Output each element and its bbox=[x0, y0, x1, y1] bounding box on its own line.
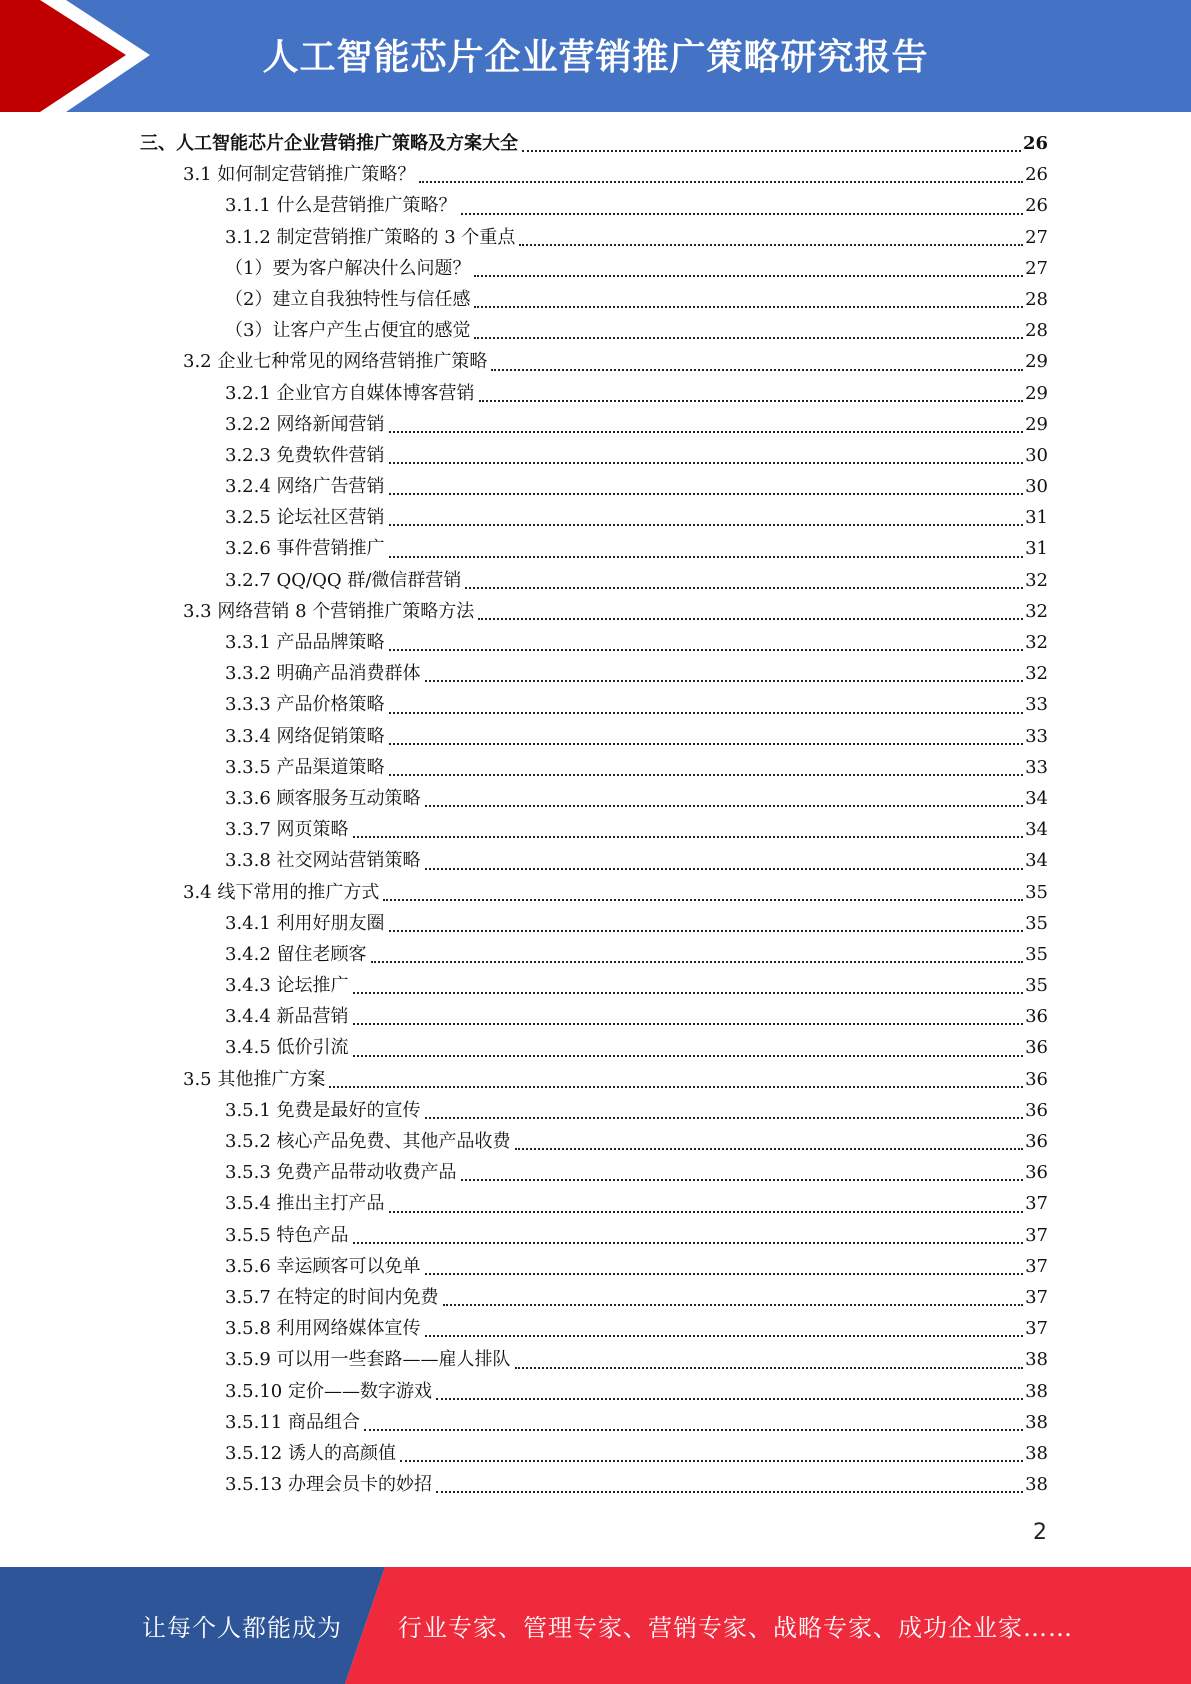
toc-entry[interactable] bbox=[140, 346, 1048, 377]
toc-entry-page: 37 bbox=[1025, 1286, 1048, 1308]
toc-entry-page: 36 bbox=[1025, 1006, 1048, 1028]
toc-entry[interactable] bbox=[140, 1344, 1048, 1375]
toc-entry-page: 37 bbox=[1025, 1318, 1048, 1340]
toc-dot-leader bbox=[353, 836, 1024, 838]
toc-entry[interactable] bbox=[140, 1438, 1048, 1469]
toc-entry-page: 28 bbox=[1025, 320, 1048, 342]
toc-dot-leader bbox=[353, 1242, 1024, 1244]
page-number: 2 bbox=[1033, 1520, 1047, 1545]
toc-entry[interactable] bbox=[140, 877, 1048, 908]
toc-entry-label: 3.4 线下常用的推广方式 bbox=[183, 881, 380, 903]
toc-entry[interactable] bbox=[140, 1095, 1048, 1126]
toc-dot-leader bbox=[436, 1491, 1023, 1493]
toc-dot-leader bbox=[474, 337, 1023, 339]
toc-dot-leader bbox=[461, 213, 1024, 215]
toc-dot-leader bbox=[491, 369, 1023, 371]
toc-entry-page: 27 bbox=[1025, 226, 1048, 248]
toc-entry-page: 33 bbox=[1025, 756, 1048, 778]
toc-entry-page: 29 bbox=[1025, 413, 1048, 435]
toc-entry[interactable] bbox=[140, 1157, 1048, 1188]
toc-entry-page: 34 bbox=[1025, 850, 1048, 872]
toc-dot-leader bbox=[389, 774, 1024, 776]
toc-entry-page: 33 bbox=[1025, 725, 1048, 747]
toc-entry[interactable] bbox=[140, 721, 1048, 752]
toc-entry-label: （3）让客户产生占便宜的感觉 bbox=[225, 320, 471, 342]
toc-entry-page: 35 bbox=[1025, 912, 1048, 934]
toc-entry-label: 3.2.4 网络广告营销 bbox=[225, 476, 385, 498]
toc-entry-page: 36 bbox=[1025, 1037, 1048, 1059]
toc-dot-leader bbox=[353, 1055, 1024, 1057]
toc-entry-label: 3.4.1 利用好朋友圈 bbox=[225, 912, 385, 934]
toc-dot-leader bbox=[353, 992, 1024, 994]
toc-entry-page: 34 bbox=[1025, 819, 1048, 841]
toc-dot-leader bbox=[425, 1273, 1024, 1275]
toc-entry-page: 38 bbox=[1025, 1474, 1048, 1496]
toc-entry-page: 34 bbox=[1025, 787, 1048, 809]
toc-entry-page: 30 bbox=[1025, 476, 1048, 498]
toc-dot-leader bbox=[443, 1304, 1024, 1306]
toc-entry[interactable] bbox=[140, 378, 1048, 409]
toc-dot-leader bbox=[389, 524, 1024, 526]
toc-entry-label: 3.2.3 免费软件营销 bbox=[225, 444, 385, 466]
table-of-contents bbox=[140, 128, 1048, 1500]
toc-dot-leader bbox=[389, 712, 1024, 714]
toc-entry[interactable] bbox=[140, 689, 1048, 720]
toc-entry-page: 32 bbox=[1025, 632, 1048, 653]
toc-entry[interactable] bbox=[140, 1407, 1048, 1438]
toc-entry[interactable] bbox=[140, 315, 1048, 346]
toc-entry[interactable] bbox=[140, 533, 1048, 564]
toc-entry-page: 32 bbox=[1025, 569, 1048, 591]
toc-entry-label: 3.5.11 商品组合 bbox=[225, 1411, 360, 1433]
toc-entry-page: 26 bbox=[1022, 133, 1048, 154]
toc-dot-leader bbox=[425, 1117, 1024, 1119]
toc-entry-label: 3.5.10 定价——数字游戏 bbox=[225, 1380, 432, 1402]
toc-entry-page: 36 bbox=[1025, 1068, 1048, 1090]
toc-dot-leader bbox=[425, 868, 1024, 870]
toc-dot-leader bbox=[478, 618, 1023, 620]
toc-entry-label: 3.1.1 什么是营销推广策略？ bbox=[225, 195, 457, 217]
toc-entry-label: 3.3.8 社交网站营销策略 bbox=[225, 850, 421, 872]
toc-dot-leader bbox=[474, 306, 1023, 308]
toc-entry[interactable] bbox=[140, 1001, 1048, 1032]
toc-dot-leader bbox=[522, 150, 1021, 152]
toc-entry[interactable] bbox=[140, 222, 1048, 253]
toc-entry-label: 3.2 企业七种常见的网络营销推广策略 bbox=[183, 351, 488, 373]
toc-entry-page: 36 bbox=[1025, 1131, 1048, 1152]
toc-entry[interactable] bbox=[140, 658, 1048, 689]
toc-dot-leader bbox=[519, 244, 1023, 246]
toc-entry-label: 3.5 其他推广方案 bbox=[183, 1068, 326, 1090]
toc-dot-leader bbox=[383, 899, 1023, 901]
toc-dot-leader bbox=[364, 1429, 1023, 1431]
toc-entry-page: 27 bbox=[1025, 257, 1048, 279]
toc-entry-page: 37 bbox=[1025, 1193, 1048, 1215]
toc-entry-page: 36 bbox=[1025, 1099, 1048, 1121]
toc-entry-page: 35 bbox=[1025, 943, 1048, 965]
toc-entry-page: 31 bbox=[1025, 507, 1048, 529]
toc-entry[interactable] bbox=[140, 1251, 1048, 1282]
toc-entry-page: 35 bbox=[1025, 881, 1048, 903]
toc-entry-page: 26 bbox=[1025, 164, 1048, 186]
toc-dot-leader bbox=[389, 1211, 1024, 1213]
page-header bbox=[0, 0, 1191, 112]
toc-entry-page: 38 bbox=[1025, 1442, 1048, 1464]
toc-entry[interactable] bbox=[140, 190, 1048, 221]
toc-entry-label: 3.3.4 网络促销策略 bbox=[225, 725, 385, 747]
toc-entry[interactable] bbox=[140, 783, 1048, 814]
toc-entry-page: 33 bbox=[1025, 694, 1048, 716]
toc-entry[interactable] bbox=[140, 1126, 1048, 1157]
toc-entry-label: 3.5.1 免费是最好的宣传 bbox=[225, 1099, 421, 1121]
toc-entry-label: 三、人工智能芯片企业营销推广策略及方案大全 bbox=[140, 133, 518, 154]
toc-entry-label: 3.2.2 网络新闻营销 bbox=[225, 413, 385, 435]
toc-entry[interactable] bbox=[140, 440, 1048, 471]
toc-entry[interactable] bbox=[140, 627, 1048, 658]
footer-slogan-right: 行业专家、管理专家、营销专家、战略专家、成功企业家…… bbox=[398, 1614, 1073, 1642]
toc-dot-leader bbox=[515, 1148, 1024, 1150]
toc-entry[interactable] bbox=[140, 1064, 1048, 1095]
toc-entry-label: （1）要为客户解决什么问题？ bbox=[225, 257, 471, 279]
toc-entry-label: 3.4.3 论坛推广 bbox=[225, 975, 349, 997]
toc-dot-leader bbox=[425, 805, 1024, 807]
toc-entry[interactable] bbox=[140, 284, 1048, 315]
toc-entry[interactable] bbox=[140, 814, 1048, 845]
toc-entry-label: 3.3.1 产品品牌策略 bbox=[225, 632, 385, 653]
toc-entry-label: （2）建立自我独特性与信任感 bbox=[225, 288, 471, 310]
toc-entry-page: 32 bbox=[1025, 600, 1048, 622]
toc-entry[interactable] bbox=[140, 970, 1048, 1001]
toc-entry[interactable] bbox=[140, 1469, 1048, 1500]
toc-entry-label: 3.3.5 产品渠道策略 bbox=[225, 756, 385, 778]
toc-entry-label: 3.5.5 特色产品 bbox=[225, 1224, 349, 1246]
toc-entry[interactable] bbox=[140, 565, 1048, 596]
toc-entry-label: 3.5.8 利用网络媒体宣传 bbox=[225, 1318, 421, 1340]
toc-dot-leader bbox=[419, 181, 1023, 183]
toc-entry-page: 32 bbox=[1025, 663, 1048, 685]
toc-dot-leader bbox=[515, 1367, 1024, 1369]
toc-entry-label: 3.5.12 诱人的高颜值 bbox=[225, 1442, 396, 1464]
toc-entry-label: 3.2.6 事件营销推广 bbox=[225, 538, 385, 560]
toc-entry[interactable] bbox=[140, 1376, 1048, 1407]
toc-entry-page: 30 bbox=[1025, 444, 1048, 466]
toc-entry-label: 3.5.3 免费产品带动收费产品 bbox=[225, 1162, 457, 1184]
toc-entry-label: 3.5.6 幸运顾客可以免单 bbox=[225, 1255, 421, 1277]
toc-entry[interactable] bbox=[140, 908, 1048, 939]
toc-dot-leader bbox=[353, 1023, 1024, 1025]
toc-entry-page: 31 bbox=[1025, 538, 1048, 560]
toc-dot-leader bbox=[371, 961, 1024, 963]
toc-entry[interactable] bbox=[140, 939, 1048, 970]
toc-entry-label: 3.5.2 核心产品免费、其他产品收费 bbox=[225, 1131, 511, 1152]
toc-entry[interactable] bbox=[140, 1032, 1048, 1063]
toc-entry-page: 38 bbox=[1025, 1349, 1048, 1371]
toc-entry[interactable] bbox=[140, 1282, 1048, 1313]
toc-entry-label: 3.4.2 留住老顾客 bbox=[225, 943, 367, 965]
toc-dot-leader bbox=[425, 1335, 1024, 1337]
toc-entry-label: 3.3.7 网页策略 bbox=[225, 819, 349, 841]
toc-entry[interactable] bbox=[140, 1188, 1048, 1219]
toc-dot-leader bbox=[389, 930, 1024, 932]
toc-entry[interactable] bbox=[140, 1220, 1048, 1251]
toc-entry-label: 3.3 网络营销 8 个营销推广策略方法 bbox=[183, 600, 475, 622]
toc-entry-label: 3.5.7 在特定的时间内免费 bbox=[225, 1286, 439, 1308]
toc-dot-leader bbox=[389, 493, 1024, 495]
toc-entry[interactable] bbox=[140, 752, 1048, 783]
toc-entry-page: 35 bbox=[1025, 975, 1048, 997]
toc-dot-leader bbox=[436, 1398, 1023, 1400]
toc-entry-label: 3.3.3 产品价格策略 bbox=[225, 694, 385, 716]
toc-entry-page: 28 bbox=[1025, 288, 1048, 310]
toc-entry[interactable] bbox=[140, 596, 1048, 627]
toc-entry-page: 38 bbox=[1025, 1380, 1048, 1402]
toc-dot-leader bbox=[425, 680, 1024, 682]
toc-dot-leader bbox=[389, 462, 1024, 464]
toc-entry[interactable] bbox=[140, 128, 1048, 159]
toc-entry-label: 3.2.1 企业官方自媒体博客营销 bbox=[225, 382, 475, 404]
toc-entry[interactable] bbox=[140, 471, 1048, 502]
toc-entry-label: 3.2.7 QQ/QQ 群/微信群营销 bbox=[225, 569, 462, 591]
toc-dot-leader bbox=[474, 275, 1023, 277]
toc-entry-page: 37 bbox=[1025, 1255, 1048, 1277]
toc-entry-label: 3.1 如何制定营销推广策略？ bbox=[183, 164, 416, 186]
toc-entry-label: 3.4.4 新品营销 bbox=[225, 1006, 349, 1028]
page-footer bbox=[0, 1567, 1191, 1684]
toc-entry[interactable] bbox=[140, 1313, 1048, 1344]
toc-dot-leader bbox=[389, 743, 1024, 745]
toc-dot-leader bbox=[461, 1179, 1024, 1181]
toc-entry-label: 3.1.2 制定营销推广策略的 3 个重点 bbox=[225, 226, 516, 248]
toc-dot-leader bbox=[329, 1086, 1023, 1088]
toc-entry[interactable] bbox=[140, 845, 1048, 876]
footer-slogan-left: 让每个人都能成为 bbox=[142, 1614, 342, 1642]
toc-entry-page: 29 bbox=[1025, 351, 1048, 373]
toc-entry-label: 3.3.6 顾客服务互动策略 bbox=[225, 787, 421, 809]
toc-entry-label: 3.3.2 明确产品消费群体 bbox=[225, 663, 421, 685]
toc-entry[interactable] bbox=[140, 159, 1048, 190]
toc-entry-page: 38 bbox=[1025, 1411, 1048, 1433]
toc-entry-page: 29 bbox=[1025, 382, 1048, 404]
toc-entry[interactable] bbox=[140, 253, 1048, 284]
toc-dot-leader bbox=[400, 1460, 1023, 1462]
toc-entry[interactable] bbox=[140, 502, 1048, 533]
toc-entry-label: 3.5.4 推出主打产品 bbox=[225, 1193, 385, 1215]
toc-entry-page: 26 bbox=[1025, 195, 1048, 217]
toc-dot-leader bbox=[479, 400, 1024, 402]
toc-entry-label: 3.4.5 低价引流 bbox=[225, 1037, 349, 1059]
toc-dot-leader bbox=[389, 649, 1024, 651]
toc-entry-label: 3.5.13 办理会员卡的妙招 bbox=[225, 1474, 432, 1496]
toc-entry-page: 37 bbox=[1025, 1224, 1048, 1246]
toc-entry-label: 3.2.5 论坛社区营销 bbox=[225, 507, 385, 529]
toc-dot-leader bbox=[465, 587, 1023, 589]
toc-entry[interactable] bbox=[140, 409, 1048, 440]
toc-dot-leader bbox=[389, 431, 1024, 433]
header-title: 人工智能芯片企业营销推广策略研究报告 bbox=[262, 36, 929, 78]
toc-dot-leader bbox=[389, 556, 1024, 558]
toc-entry-page: 36 bbox=[1025, 1162, 1048, 1184]
toc-entry-label: 3.5.9 可以用一些套路——雇人排队 bbox=[225, 1349, 511, 1371]
